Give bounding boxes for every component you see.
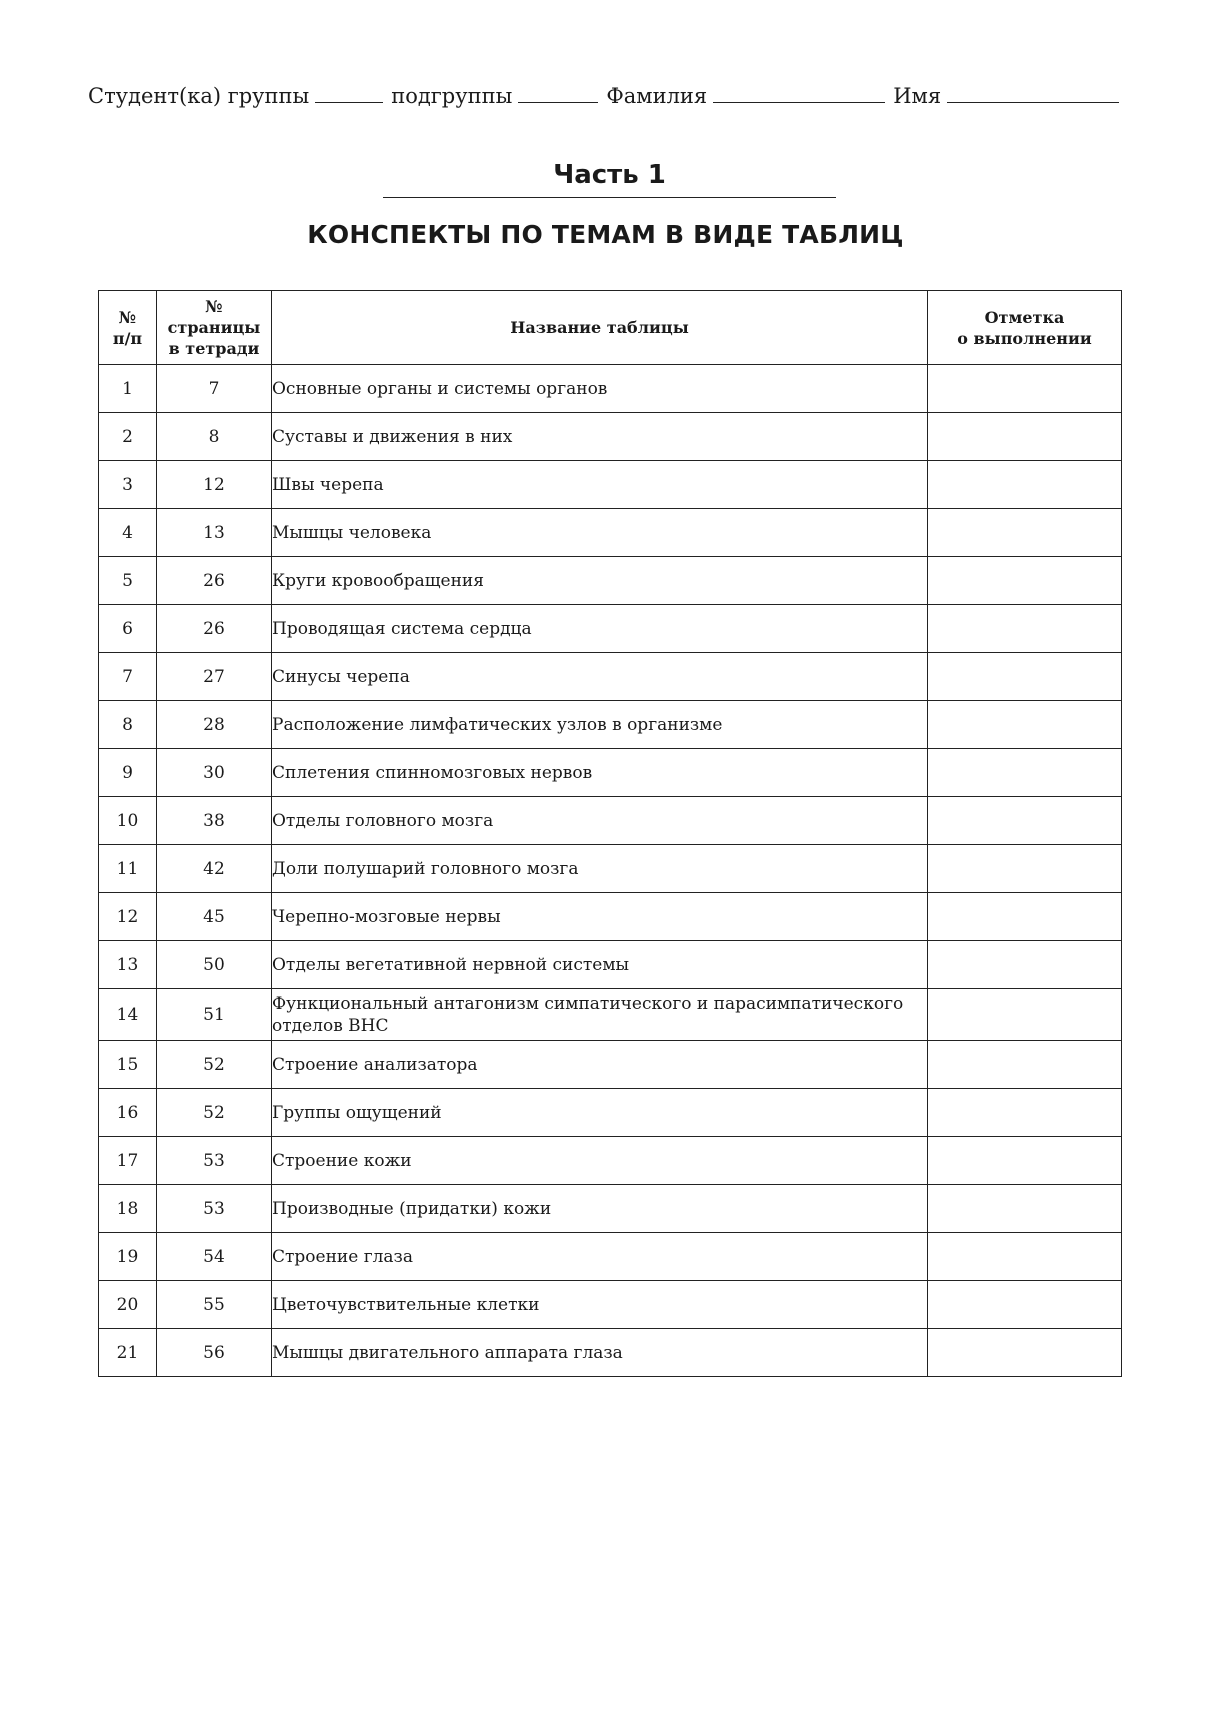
table-header-row bbox=[99, 291, 1122, 365]
row-completion-mark[interactable] bbox=[928, 1089, 1122, 1137]
row-page: 42 bbox=[157, 845, 272, 893]
row-title: Строение кожи bbox=[272, 1137, 928, 1185]
row-page: 13 bbox=[157, 509, 272, 557]
row-title: Строение глаза bbox=[272, 1233, 928, 1281]
row-page: 52 bbox=[157, 1041, 272, 1089]
table-row bbox=[99, 365, 1122, 413]
row-page: 30 bbox=[157, 749, 272, 797]
row-title: Проводящая система сердца bbox=[272, 605, 928, 653]
row-title: Синусы черепа bbox=[272, 653, 928, 701]
row-page: 26 bbox=[157, 557, 272, 605]
row-number: 1 bbox=[99, 365, 157, 413]
row-title: Мышцы двигательного аппарата глаза bbox=[272, 1329, 928, 1377]
row-completion-mark[interactable] bbox=[928, 989, 1122, 1041]
row-title: Отделы вегетативной нервной системы bbox=[272, 941, 928, 989]
row-title: Группы ощущений bbox=[272, 1089, 928, 1137]
row-page: 56 bbox=[157, 1329, 272, 1377]
row-title: Швы черепа bbox=[272, 461, 928, 509]
row-number: 11 bbox=[99, 845, 157, 893]
row-completion-mark[interactable] bbox=[928, 701, 1122, 749]
row-page: 38 bbox=[157, 797, 272, 845]
table-row bbox=[99, 749, 1122, 797]
row-page: 26 bbox=[157, 605, 272, 653]
row-completion-mark[interactable] bbox=[928, 557, 1122, 605]
student-group-label: Студент(ка) группы bbox=[88, 84, 310, 108]
row-title: Отделы головного мозга bbox=[272, 797, 928, 845]
header-num: № п/п bbox=[99, 291, 157, 365]
subgroup-field[interactable] bbox=[518, 84, 598, 103]
row-completion-mark[interactable] bbox=[928, 893, 1122, 941]
row-completion-mark[interactable] bbox=[928, 461, 1122, 509]
row-completion-mark[interactable] bbox=[928, 1233, 1122, 1281]
table-row bbox=[99, 1137, 1122, 1185]
row-title: Сплетения спинномозговых нервов bbox=[272, 749, 928, 797]
table-row bbox=[99, 1041, 1122, 1089]
row-number: 19 bbox=[99, 1233, 157, 1281]
row-completion-mark[interactable] bbox=[928, 1281, 1122, 1329]
table-row bbox=[99, 1281, 1122, 1329]
row-title: Суставы и движения в них bbox=[272, 413, 928, 461]
table-row bbox=[99, 989, 1122, 1041]
table-row bbox=[99, 557, 1122, 605]
row-number: 3 bbox=[99, 461, 157, 509]
table-row bbox=[99, 605, 1122, 653]
row-completion-mark[interactable] bbox=[928, 845, 1122, 893]
name-label: Имя bbox=[893, 84, 942, 108]
row-completion-mark[interactable] bbox=[928, 1041, 1122, 1089]
table-row bbox=[99, 1329, 1122, 1377]
row-title: Черепно-мозговые нервы bbox=[272, 893, 928, 941]
row-page: 50 bbox=[157, 941, 272, 989]
row-number: 21 bbox=[99, 1329, 157, 1377]
table-row bbox=[99, 845, 1122, 893]
row-number: 20 bbox=[99, 1281, 157, 1329]
row-completion-mark[interactable] bbox=[928, 413, 1122, 461]
row-page: 8 bbox=[157, 413, 272, 461]
table-row bbox=[99, 1185, 1122, 1233]
row-completion-mark[interactable] bbox=[928, 797, 1122, 845]
page-title: КОНСПЕКТЫ ПО ТЕМАМ В ВИДЕ ТАБЛИЦ bbox=[307, 220, 904, 249]
surname-field[interactable] bbox=[713, 84, 885, 103]
row-number: 15 bbox=[99, 1041, 157, 1089]
row-number: 14 bbox=[99, 989, 157, 1041]
table-row bbox=[99, 653, 1122, 701]
row-page: 7 bbox=[157, 365, 272, 413]
row-page: 53 bbox=[157, 1137, 272, 1185]
table-row bbox=[99, 1089, 1122, 1137]
row-page: 12 bbox=[157, 461, 272, 509]
subgroup-label: подгруппы bbox=[391, 84, 513, 108]
header-title: Название таблицы bbox=[272, 291, 928, 365]
row-completion-mark[interactable] bbox=[928, 1185, 1122, 1233]
row-title: Круги кровообращения bbox=[272, 557, 928, 605]
table-row bbox=[99, 1233, 1122, 1281]
row-page: 45 bbox=[157, 893, 272, 941]
row-number: 8 bbox=[99, 701, 157, 749]
row-title: Мышцы человека bbox=[272, 509, 928, 557]
group-field[interactable] bbox=[315, 84, 383, 103]
student-info-line bbox=[88, 84, 1123, 108]
row-title: Доли полушарий головного мозга bbox=[272, 845, 928, 893]
row-number: 17 bbox=[99, 1137, 157, 1185]
row-number: 2 bbox=[99, 413, 157, 461]
table-row bbox=[99, 413, 1122, 461]
row-number: 5 bbox=[99, 557, 157, 605]
row-completion-mark[interactable] bbox=[928, 653, 1122, 701]
row-number: 10 bbox=[99, 797, 157, 845]
table-row bbox=[99, 797, 1122, 845]
row-title: Функциональный антагонизм симпатического и парасимпатического отделов ВНС bbox=[272, 989, 928, 1041]
row-page: 53 bbox=[157, 1185, 272, 1233]
table-row bbox=[99, 701, 1122, 749]
row-number: 12 bbox=[99, 893, 157, 941]
row-completion-mark[interactable] bbox=[928, 509, 1122, 557]
table-row bbox=[99, 941, 1122, 989]
header-page: № страницы в тетради bbox=[157, 291, 272, 365]
header-mark: Отметка о выполнении bbox=[928, 291, 1122, 365]
row-completion-mark[interactable] bbox=[928, 1329, 1122, 1377]
row-title: Строение анализатора bbox=[272, 1041, 928, 1089]
row-title: Расположение лимфатических узлов в организме bbox=[272, 701, 928, 749]
row-completion-mark[interactable] bbox=[928, 749, 1122, 797]
row-title: Производные (придатки) кожи bbox=[272, 1185, 928, 1233]
row-number: 6 bbox=[99, 605, 157, 653]
row-title: Цветочувствительные клетки bbox=[272, 1281, 928, 1329]
row-completion-mark[interactable] bbox=[928, 605, 1122, 653]
row-completion-mark[interactable] bbox=[928, 1137, 1122, 1185]
part-title: Часть 1 bbox=[383, 160, 836, 198]
row-page: 52 bbox=[157, 1089, 272, 1137]
table-body bbox=[99, 365, 1122, 1377]
tables-list bbox=[98, 290, 1122, 1377]
table-row bbox=[99, 509, 1122, 557]
table-row bbox=[99, 893, 1122, 941]
row-page: 54 bbox=[157, 1233, 272, 1281]
surname-label: Фамилия bbox=[606, 84, 708, 108]
row-page: 27 bbox=[157, 653, 272, 701]
row-page: 55 bbox=[157, 1281, 272, 1329]
row-completion-mark[interactable] bbox=[928, 941, 1122, 989]
name-field[interactable] bbox=[947, 84, 1119, 103]
row-number: 13 bbox=[99, 941, 157, 989]
row-page: 51 bbox=[157, 989, 272, 1041]
table-row bbox=[99, 461, 1122, 509]
row-page: 28 bbox=[157, 701, 272, 749]
row-number: 16 bbox=[99, 1089, 157, 1137]
row-completion-mark[interactable] bbox=[928, 365, 1122, 413]
row-number: 4 bbox=[99, 509, 157, 557]
row-number: 7 bbox=[99, 653, 157, 701]
row-title: Основные органы и системы органов bbox=[272, 365, 928, 413]
row-number: 9 bbox=[99, 749, 157, 797]
row-number: 18 bbox=[99, 1185, 157, 1233]
